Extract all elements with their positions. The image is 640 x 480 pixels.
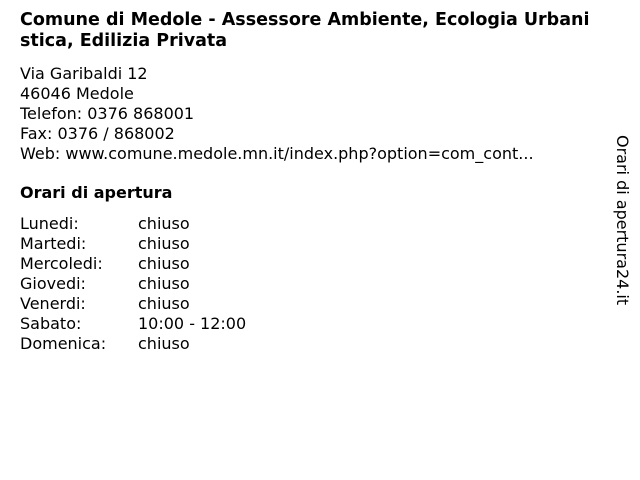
day-label: Martedi: xyxy=(20,234,87,253)
hours-value: chiuso xyxy=(138,334,190,353)
hours-row-friday xyxy=(20,294,246,314)
opening-hours-heading: Orari di apertura xyxy=(20,183,173,202)
hours-value: chiuso xyxy=(138,274,190,293)
fax-number: Fax: 0376 / 868002 xyxy=(20,124,175,143)
website-link: Web: www.comune.medole.mn.it/index.php?option=com_cont... xyxy=(20,144,534,163)
phone-number: Telefon: 0376 868001 xyxy=(20,104,195,123)
hours-value: chiuso xyxy=(138,294,190,313)
hours-value: chiuso xyxy=(138,254,190,273)
hours-value: 10:00 - 12:00 xyxy=(138,314,247,333)
opening-hours-table xyxy=(20,214,246,354)
hours-row-saturday xyxy=(20,314,246,334)
city-address: 46046 Medole xyxy=(20,84,134,103)
contact-info xyxy=(20,64,610,164)
hours-row-sunday xyxy=(20,334,246,354)
day-label: Giovedi: xyxy=(20,274,86,293)
day-label: Mercoledi: xyxy=(20,254,103,273)
street-address: Via Garibaldi 12 xyxy=(20,64,148,83)
hours-row-monday xyxy=(20,214,246,234)
hours-row-wednesday xyxy=(20,254,246,274)
brand-watermark: Orari di apertura24.it xyxy=(613,135,632,306)
hours-row-tuesday xyxy=(20,234,246,254)
hours-row-thursday xyxy=(20,274,246,294)
day-label: Lunedi: xyxy=(20,214,79,233)
hours-value: chiuso xyxy=(138,234,190,253)
day-label: Sabato: xyxy=(20,314,82,333)
hours-value: chiuso xyxy=(138,214,190,233)
day-label: Domenica: xyxy=(20,334,107,353)
page-title: Comune di Medole - Assessore Ambiente, Ecologia Urbanistica, Edilizia Privata xyxy=(20,10,590,51)
day-label: Venerdi: xyxy=(20,294,86,313)
